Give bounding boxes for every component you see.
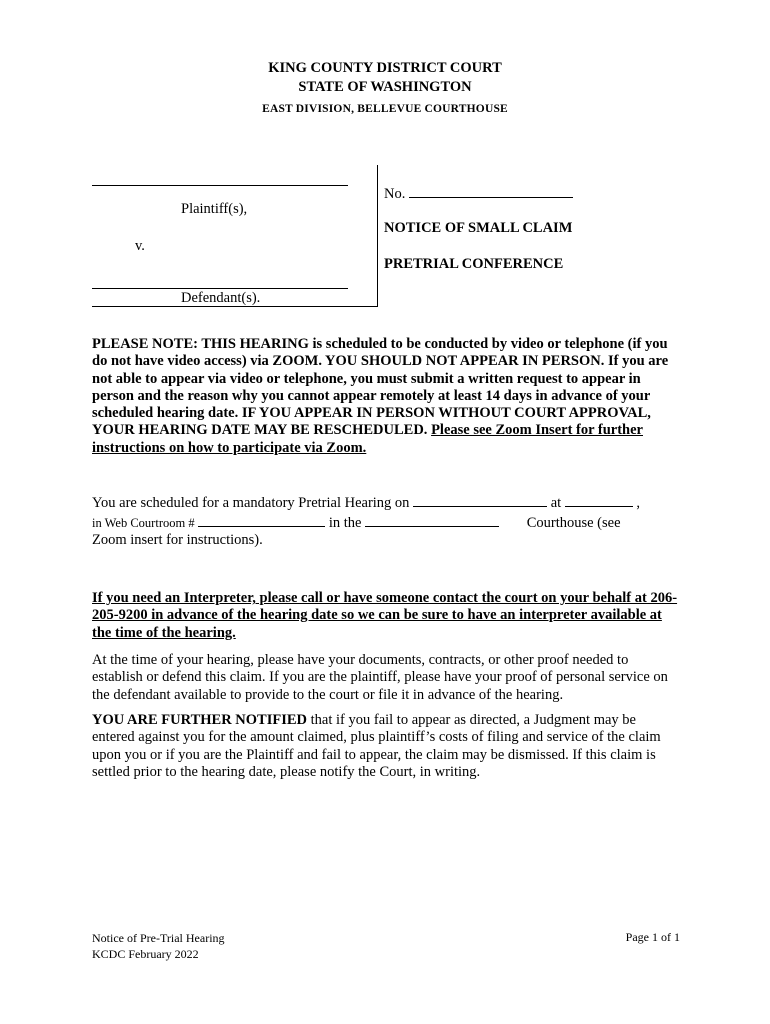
courthouse-blank[interactable] (365, 513, 499, 527)
further-notified-lead: YOU ARE FURTHER NOTIFIED (92, 712, 308, 728)
please-note-text: PLEASE NOTE: THIS HEARING is scheduled to be conducted by video or telephone (if you do not have video access) via ZOOM. YOU SHOULD NOT APPEAR IN PERSON. If you are not able to appear via video or telephone, you must submit a written request to appear in person and the reason why you cannot appear remotely at least 14 days in advance of your scheduled hearing date. IF YOU APPEAR IN PERSON WITHOUT COURT APPROVAL, YOUR HEARING DATE MAY BE RESCHEDULED. (92, 336, 669, 439)
schedule-paragraph (92, 493, 682, 550)
schedule-comma: , (636, 495, 641, 511)
hearing-date-blank[interactable] (413, 493, 547, 507)
notice-title-line2: PRETRIAL CONFERENCE (384, 256, 564, 272)
further-notified-paragraph (92, 712, 682, 781)
caption-divider-horizontal (92, 306, 378, 307)
notice-title-line1: NOTICE OF SMALL CLAIM (384, 220, 573, 236)
case-number-field (384, 183, 573, 203)
footer-page-number: Page 1 of 1 (625, 930, 680, 944)
documents-paragraph: At the time of your hearing, please have your documents, contracts, or other proof needed to establish or defend this claim. If you are the plaintiff, please have your proof of personal service on the defendant available to provide to the court or file it in advance of the hearing. (92, 652, 668, 703)
defendant-name-line[interactable] (92, 288, 348, 289)
interpreter-notice: If you need an Interpreter, please call or have someone contact the court on your behalf at 206-205-9200 in advance of the hearing date so we can be sure to have an interpreter available at the time of the hearing. (92, 590, 678, 641)
schedule-in-the: in the (328, 514, 362, 531)
court-division: EAST DIVISION, BELLEVUE COURTHOUSE (262, 103, 508, 115)
court-state: STATE OF WASHINGTON (298, 79, 472, 95)
please-note-paragraph (92, 336, 682, 457)
zoom-insert-ref: Zoom insert for instructions). (92, 532, 263, 548)
footer-form-date: KCDC February 2022 (92, 947, 199, 961)
footer-form-name: Notice of Pre-Trial Hearing (92, 931, 225, 945)
defendant-label: Defendant(s). (181, 290, 261, 306)
versus-label: v. (135, 238, 145, 254)
zoom-insert-note: Please see Zoom Insert for further instructions on how to participate via Zoom. (92, 422, 643, 456)
courthouse-label: Courthouse (see (526, 514, 621, 531)
courtroom-label: in Web Courtroom # (92, 515, 195, 530)
schedule-text: You are scheduled for a mandatory Pretrial Hearing on (92, 495, 410, 511)
court-name: KING COUNTY DISTRICT COURT (268, 60, 502, 76)
schedule-at: at (550, 495, 562, 511)
case-number-blank[interactable] (409, 183, 573, 198)
footer-form-info (92, 930, 225, 962)
case-number-label: No. (384, 186, 406, 202)
caption-divider-vertical (377, 165, 378, 307)
hearing-time-blank[interactable] (565, 493, 633, 507)
further-notified-text: that if you fail to appear as directed, a Judgment may be entered against you for the amount claimed, plus plaintiff’s costs of filing and service of the claim upon you or if you are the Plaintiff and fail to appear, the claim may be dismissed. If this claim is settled prior to the hearing date, please notify the Court, in writing. (92, 712, 661, 780)
plaintiff-label: Plaintiff(s), (181, 201, 248, 217)
plaintiff-name-line[interactable] (92, 185, 348, 186)
courtroom-blank[interactable] (198, 513, 325, 527)
